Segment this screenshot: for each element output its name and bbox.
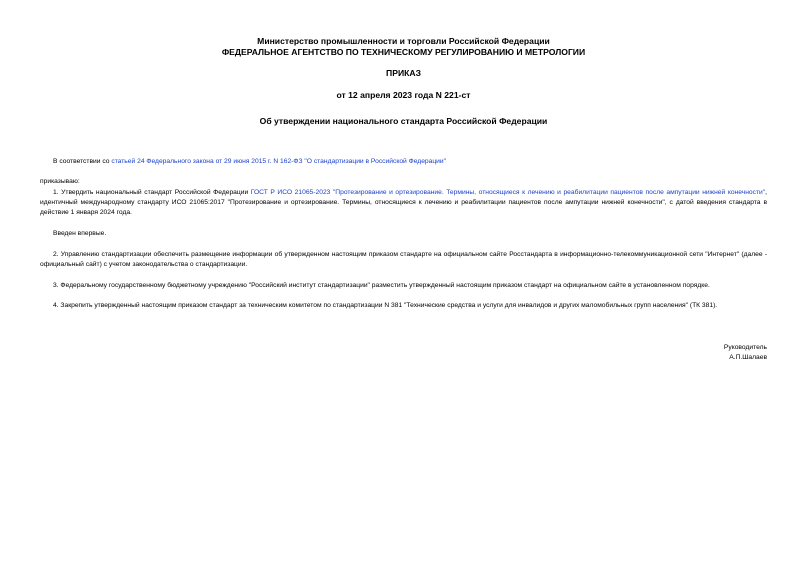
agency-name: ФЕДЕРАЛЬНОЕ АГЕНТСТВО ПО ТЕХНИЧЕСКОМУ РЕГУЛИРОВАНИЮ И МЕТРОЛОГИИ bbox=[221, 47, 586, 57]
item-3-paragraph: 3. Федеральному государственному бюджетному учреждению "Российский институт стандартизации" разместить утвержденный настоящим приказом стандарт на официальном сайте в установленном порядке. bbox=[53, 282, 710, 289]
standard-link[interactable]: ГОСТ Р ИСО 21065-2023 "Протезирование и ортезирование. Термины, относящиеся к лечению и реабилитации пациентов после ампутации нижней конечности" bbox=[250, 189, 766, 196]
document-type: ПРИКАЗ bbox=[386, 68, 421, 78]
basis-law-link[interactable]: статьей 24 Федерального закона от 29 июня 2015 г. N 162-ФЗ "О стандартизации в Российской Федерации" bbox=[111, 158, 447, 165]
item-1-prefix: 1. Утвердить национальный стандарт Российской Федерации bbox=[53, 189, 251, 196]
orders-word: приказываю: bbox=[40, 178, 80, 185]
item-1-paragraph bbox=[40, 188, 767, 218]
signatory-name: А.П.Шалаев bbox=[729, 354, 767, 361]
basis-prefix: В соответствии со bbox=[53, 158, 112, 165]
item-4-paragraph: 4. Закрепить утвержденный настоящим приказом стандарт за техническим комитетом по стандартизации N 381 "Технические средства и услуги для инвалидов и других маломобильных групп населения" (ТК 381). bbox=[53, 302, 718, 309]
item-2-paragraph: 2. Управлению стандартизации обеспечить размещение информации об утвержденном настоящим приказом стандарте на официальном сайте Росстандарта в информационно-телекоммуникационной сети "Интернет" (далее - официальный сайт) с учетом законодательства о стандартизации. bbox=[40, 251, 767, 268]
item-1-suffix: , идентичный международному стандарту ИСО 21065:2017 "Протезирование и ортезирование. Термины, относящиеся к лечению и реабилитации пациентов после ампутации нижней конечности", с датой введения стандарта в действие 1 января 2024 года. bbox=[40, 189, 767, 216]
basis-paragraph bbox=[40, 157, 767, 167]
ministry-name: Министерство промышленности и торговли Российской Федерации bbox=[257, 36, 550, 46]
document-date-number: от 12 апреля 2023 года N 221-ст bbox=[336, 90, 471, 100]
document-title: Об утверждении национального стандарта Российской Федерации bbox=[259, 116, 548, 126]
signatory-role: Руководитель bbox=[723, 344, 767, 351]
intro-note: Введен впервые. bbox=[53, 230, 107, 237]
